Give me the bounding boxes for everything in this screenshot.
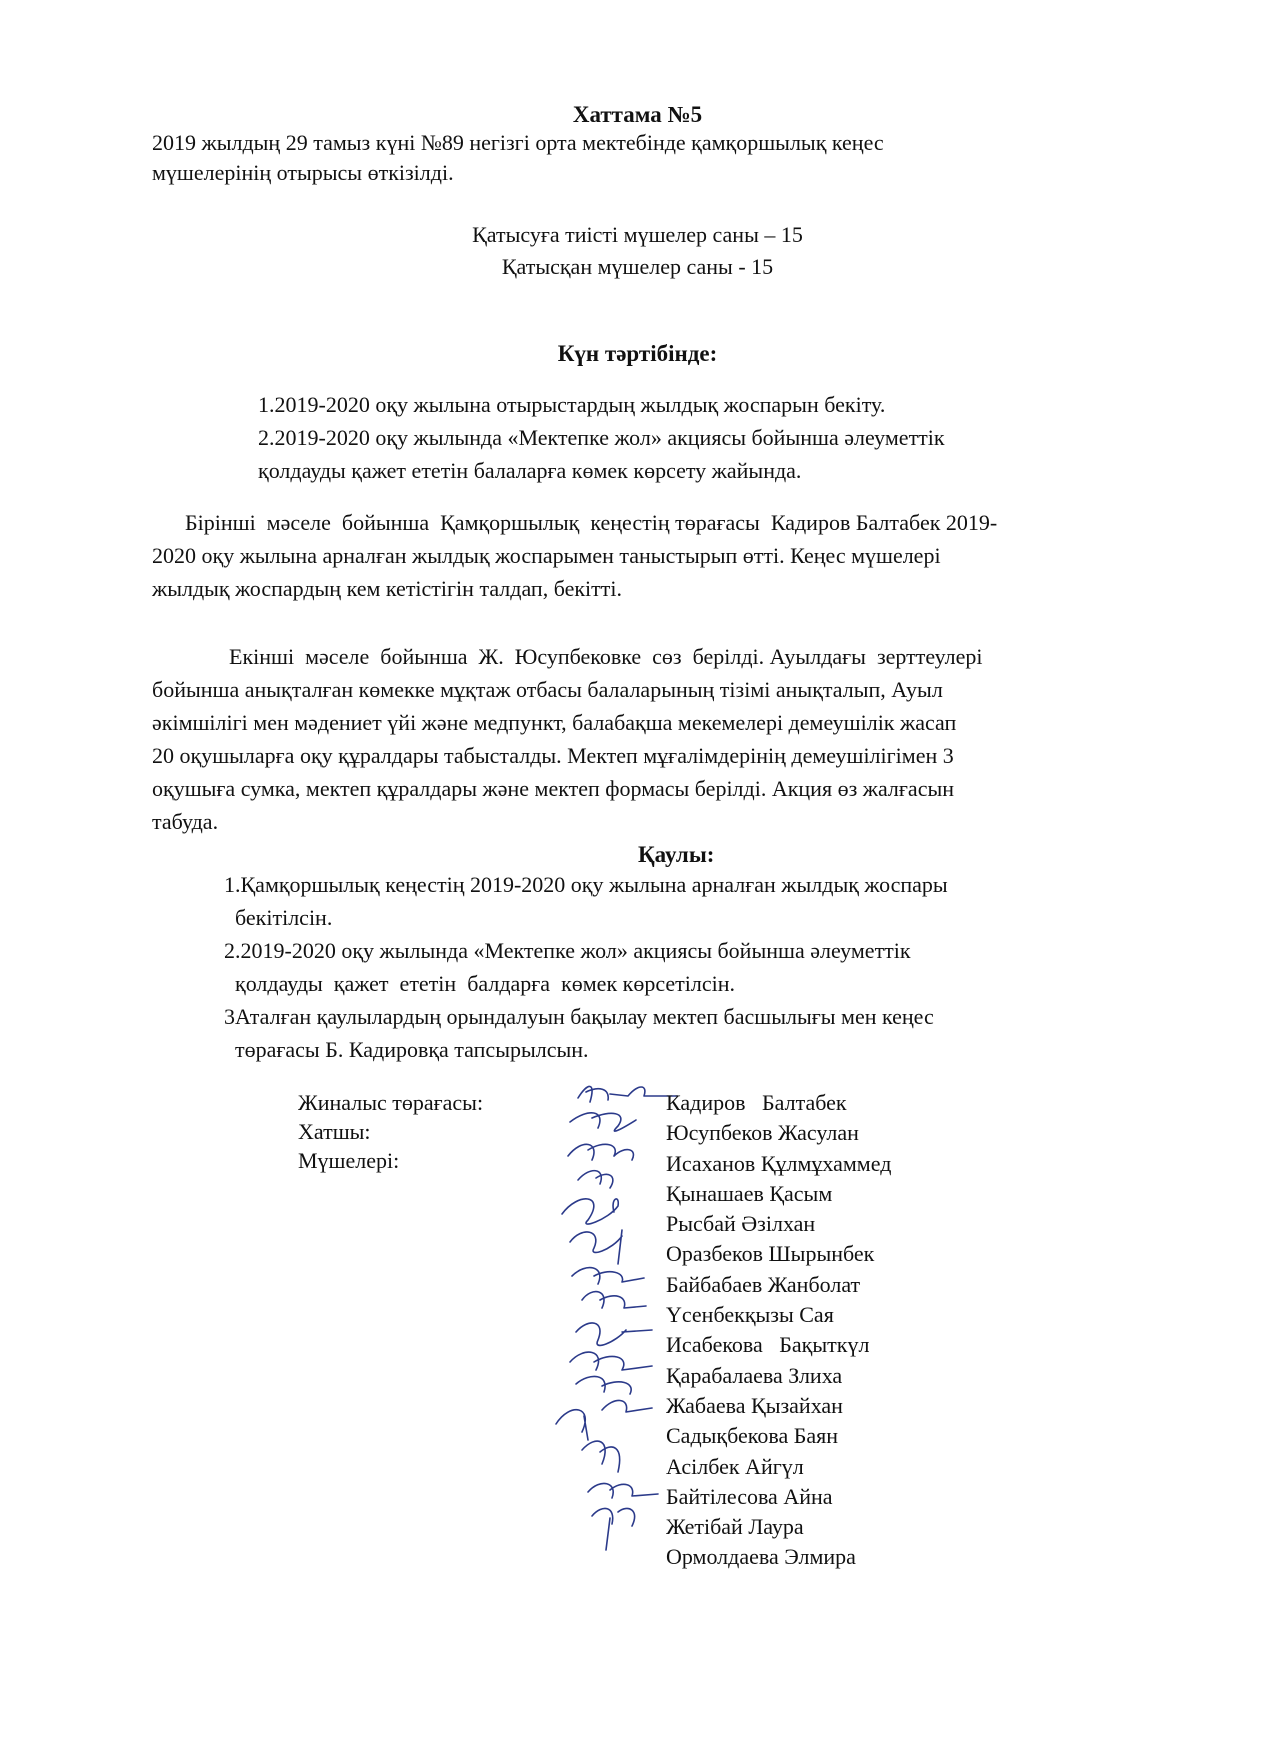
member-name: Исаханов Құлмұхаммед xyxy=(666,1150,892,1176)
member-name: Қарабалаева Злиха xyxy=(666,1362,843,1388)
member-name: Жабаева Қызайхан xyxy=(666,1392,843,1418)
resolution-line: бекітілсін. xyxy=(224,905,333,930)
resolution-line: 3Аталған қаулылардың орындалуын бақылау мектеп басшылығы мен кеңес xyxy=(224,1004,934,1029)
chairman-label: Жиналыс төрағасы: xyxy=(298,1090,484,1115)
member-name: Қынашаев Қасым xyxy=(666,1180,833,1206)
resolution-list xyxy=(224,868,948,1066)
paragraph-line: оқушыға сумка, мектеп құралдары және мектеп формасы берілді. Акция өз жалғасын xyxy=(152,776,955,801)
first-issue-paragraph xyxy=(152,506,997,605)
handwritten-signatures xyxy=(548,1080,678,1580)
agenda-item: қолдауды қажет ететін балаларға көмек көрсету жайында. xyxy=(258,458,802,483)
paragraph-line: 20 оқушыларға оқу құралдары табысталды. Мектеп мұғалімдерінің демеушілігімен 3 xyxy=(152,743,954,768)
signature-role-labels xyxy=(298,1088,483,1175)
member-name: Үсенбекқызы Сая xyxy=(666,1302,834,1328)
resolution-line: төрағасы Б. Кадировқа тапсырылсын. xyxy=(224,1037,589,1062)
attendance-counts xyxy=(0,219,1275,283)
member-name-list xyxy=(666,1088,891,1573)
resolution-heading: Қаулы: xyxy=(638,842,715,867)
member-name: Ормолдаева Элмира xyxy=(666,1544,856,1570)
member-name: Оразбеков Шырынбек xyxy=(666,1241,875,1267)
paragraph-line: 2020 оқу жылына арналған жылдық жоспарымен таныстырып өтті. Кеңес мүшелері xyxy=(152,543,941,568)
member-name: Жетібай Лаура xyxy=(666,1514,804,1540)
agenda-heading: Күн тәртібінде: xyxy=(557,341,718,366)
agenda-list xyxy=(258,388,1078,487)
paragraph-line: бойынша анықталған көмекке мұқтаж отбасы балаларының тізімі анықталып, Ауыл xyxy=(152,677,943,702)
required-members-count: Қатысуға тиісті мүшелер саны – 15 xyxy=(472,222,803,247)
document-title: Хаттама №5 xyxy=(572,102,703,127)
members-label: Мүшелері: xyxy=(298,1148,400,1173)
member-name: Рысбай Әзілхан xyxy=(666,1211,816,1237)
member-name: Байтілесова Айна xyxy=(666,1483,833,1509)
paragraph-line: әкімшілігі мен мәдениет үйі және медпункт, балабақша мекемелері демеушілік жасап xyxy=(152,710,957,735)
member-name: Кадиров Балтабек xyxy=(666,1090,847,1115)
present-members-count: Қатысқан мүшелер саны - 15 xyxy=(501,254,774,279)
resolution-line: 2.2019-2020 оқу жылында «Мектепке жол» акциясы бойынша әлеуметтік xyxy=(224,938,911,963)
resolution-line: 1.Қамқоршылық кеңестің 2019-2020 оқу жылына арналған жылдық жоспары xyxy=(224,872,948,897)
member-name: Байбабаев Жанболат xyxy=(666,1271,861,1297)
secretary-label: Хатшы: xyxy=(298,1119,371,1144)
intro-paragraph xyxy=(152,128,1072,188)
intro-line: 2019 жылдың 29 тамыз күні №89 негізгі орта мектебінде қамқоршылық кеңес xyxy=(152,130,884,155)
paragraph-line: Бірінші мәселе бойынша Қамқоршылық кеңестің төрағасы Кадиров Балтабек 2019- xyxy=(152,510,998,535)
member-name: Исабекова Бақыткүл xyxy=(666,1332,870,1358)
paragraph-line: табуда. xyxy=(152,809,219,834)
agenda-item: 1.2019-2020 оқу жылына отырыстардың жылдық жоспарын бекіту. xyxy=(258,392,886,417)
intro-line: мүшелерінің отырысы өткізілді. xyxy=(152,160,454,185)
agenda-item: 2.2019-2020 оқу жылында «Мектепке жол» акциясы бойынша әлеуметтік xyxy=(258,425,945,450)
member-name: Асілбек Айгүл xyxy=(666,1453,804,1479)
member-name: Юсупбеков Жасулан xyxy=(666,1120,859,1146)
resolution-line: қолдауды қажет ететін балдарға көмек көрсетілсін. xyxy=(224,971,735,996)
member-name: Садықбекова Баян xyxy=(666,1423,838,1449)
paragraph-line: Екінші мәселе бойынша Ж. Юсупбековке сөз берілді. Ауылдағы зерттеулері xyxy=(152,644,983,669)
second-issue-paragraph xyxy=(152,640,982,838)
paragraph-line: жылдық жоспардың кем кетістігін талдап, бекітті. xyxy=(152,576,623,601)
